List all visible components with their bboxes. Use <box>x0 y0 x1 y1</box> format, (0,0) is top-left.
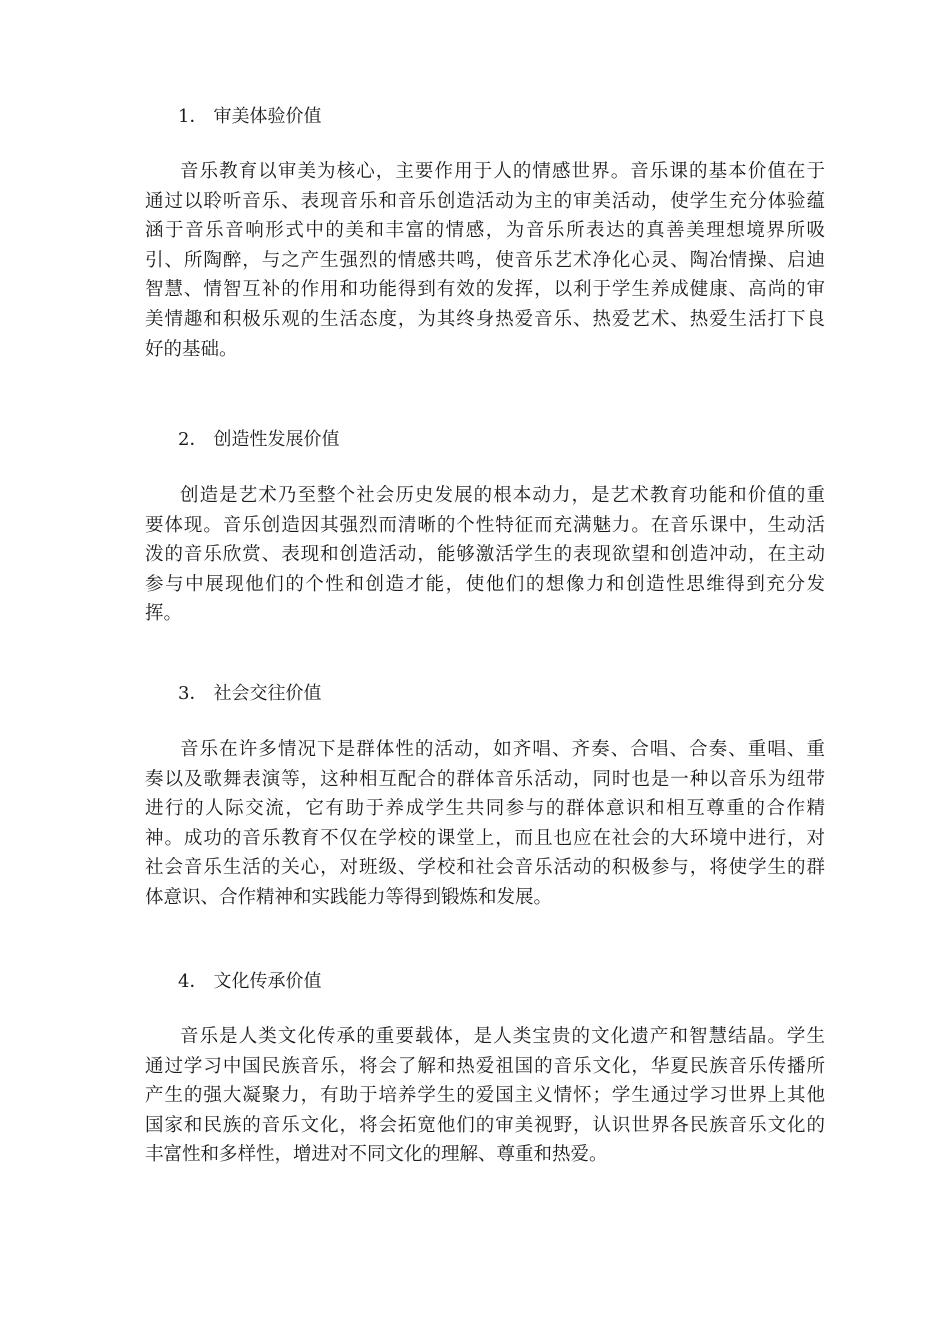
paragraph-line: 要体现。音乐创造因其强烈而清晰的个性特征而充满魅力。在音乐课中，生动活 <box>145 514 825 536</box>
paragraph-line: 好的基础。 <box>145 338 238 360</box>
paragraph-line: 神。成功的音乐教育不仅在学校的课堂上，而且也应在社会的大环境中进行，对 <box>145 827 825 849</box>
section-heading-4 <box>178 967 321 996</box>
paragraph-line: 产生的强大凝聚力，有助于培养学生的爱国主义情怀；学生通过学习世界上其他 <box>145 1085 825 1107</box>
section-number: 1． <box>178 106 208 127</box>
section-paragraph-4 <box>145 1022 825 1170</box>
paragraph-line: 挥。 <box>145 603 183 625</box>
paragraph-line: 音乐是人类文化传承的重要载体，是人类宝贵的文化遗产和智慧结晶。学生 <box>180 1026 825 1047</box>
paragraph-line: 泼的音乐欣赏、表现和创造活动，能够激活学生的表现欲望和创造冲动，在主动 <box>145 544 825 566</box>
paragraph-line: 丰富性和多样性，增进对不同文化的理解、尊重和热爱。 <box>145 1144 608 1166</box>
paragraph-line: 音乐在许多情况下是群体性的活动，如齐唱、齐奏、合唱、合奏、重唱、重 <box>180 739 825 760</box>
section-title: 创造性发展价值 <box>213 429 340 450</box>
paragraph-line: 创造是艺术乃至整个社会历史发展的根本动力，是艺术教育功能和价值的重 <box>180 485 825 506</box>
section-heading-1 <box>178 102 321 131</box>
paragraph-line: 引、所陶醉，与之产生强烈的情感共鸣，使音乐艺术净化心灵、陶冶情操、启迪 <box>145 249 825 271</box>
section-paragraph-1 <box>145 157 825 364</box>
paragraph-line: 音乐教育以审美为核心，主要作用于人的情感世界。音乐课的基本价值在于 <box>180 161 825 182</box>
paragraph-line: 通过以聆听音乐、表现音乐和音乐创造活动为主的审美活动，使学生充分体验蕴 <box>145 190 825 212</box>
paragraph-line: 奏以及歌舞表演等，这种相互配合的群体音乐活动，同时也是一种以音乐为纽带 <box>145 768 825 790</box>
paragraph-line: 体意识、合作精神和实践能力等得到锻炼和发展。 <box>145 886 553 908</box>
section-title: 文化传承价值 <box>213 971 322 992</box>
section-number: 3． <box>178 683 208 704</box>
paragraph-line: 社会音乐生活的关心，对班级、学校和社会音乐活动的积极参与，将使学生的群 <box>145 857 825 879</box>
paragraph-line: 美情趣和积极乐观的生活态度，为其终身热爱音乐、热爱艺术、热爱生活打下良 <box>145 308 825 330</box>
paragraph-line: 进行的人际交流，它有助于养成学生共同参与的群体意识和相互尊重的合作精 <box>145 798 825 820</box>
section-number: 4． <box>178 971 208 992</box>
section-heading-3 <box>178 679 321 708</box>
section-paragraph-2 <box>145 481 825 629</box>
paragraph-line: 涵于音乐音响形式中的美和丰富的情感，为音乐所表达的真善美理想境界所吸 <box>145 220 825 242</box>
paragraph-line: 智慧、情智互补的作用和功能得到有效的发挥，以利于学生养成健康、高尚的审 <box>145 279 825 301</box>
paragraph-line: 参与中展现他们的个性和创造才能，使他们的想像力和创造性思维得到充分发 <box>145 573 825 595</box>
paragraph-line: 国家和民族的音乐文化，将会拓宽他们的审美视野，认识世界各民族音乐文化的 <box>145 1114 825 1136</box>
paragraph-line: 通过学习中国民族音乐，将会了解和热爱祖国的音乐文化，华夏民族音乐传播所 <box>145 1055 825 1077</box>
section-heading-2 <box>178 425 339 454</box>
section-title: 审美体验价值 <box>213 106 322 127</box>
section-title: 社会交往价值 <box>213 683 322 704</box>
section-paragraph-3 <box>145 735 825 913</box>
section-number: 2． <box>178 429 208 450</box>
